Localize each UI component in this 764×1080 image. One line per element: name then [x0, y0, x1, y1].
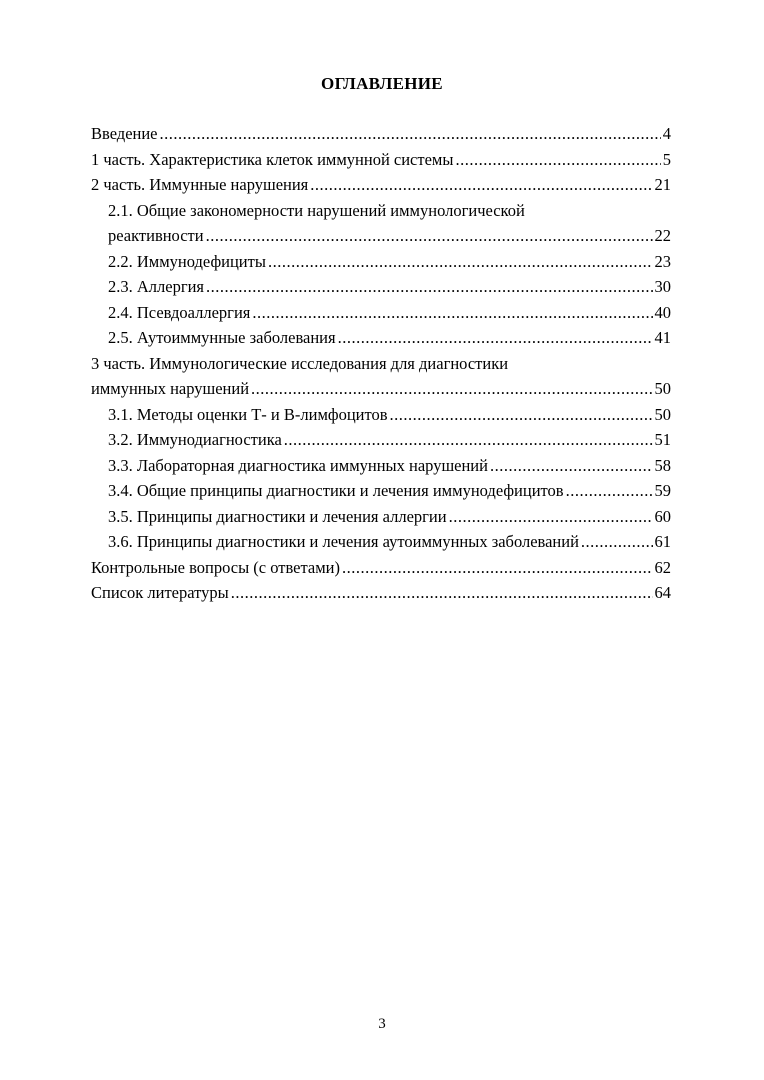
toc-leader-dots — [342, 555, 653, 581]
toc-entry-label: Введение — [91, 124, 158, 143]
toc-entry-page: 40 — [654, 302, 671, 322]
toc-entry-part-2[interactable] — [91, 172, 671, 198]
toc-entry-page: 51 — [654, 430, 671, 449]
toc-leader-dots — [455, 147, 660, 173]
toc-entry-label: 2 часть. Иммунные нарушения — [91, 175, 309, 194]
toc-entry-2-2[interactable] — [91, 249, 671, 275]
toc-entry-2-4[interactable] — [91, 300, 671, 326]
toc-leader-dots — [231, 580, 653, 606]
toc-entry-part-3[interactable] — [91, 351, 671, 402]
toc-leader-dots — [310, 172, 652, 198]
toc-entry-label: 3.4. Общие принципы диагностики и лечения иммунодефицитов — [108, 481, 564, 500]
toc-entry-3-5[interactable] — [91, 504, 671, 530]
toc-entry-label: 3.5. Принципы диагностики и лечения аллергии — [108, 506, 447, 526]
toc-entry-label: 2.3. Аллергия — [108, 277, 205, 296]
toc-leader-dots — [251, 376, 652, 402]
toc-entry-control-questions[interactable] — [91, 555, 671, 581]
toc-entry-page: 30 — [654, 277, 671, 296]
toc-leader-dots — [449, 504, 653, 530]
toc-entry-label-line2: иммунных нарушений — [91, 379, 250, 398]
toc-entry-label: 3.2. Иммунодиагностика — [108, 430, 282, 449]
toc-entry-label: 3.3. Лабораторная диагностика иммунных нарушений — [108, 455, 488, 475]
toc-leader-dots — [284, 427, 653, 453]
toc-leader-dots — [268, 249, 653, 275]
toc-entry-label: Список литературы — [91, 583, 229, 602]
toc-leader-dots — [252, 300, 652, 326]
toc-entry-3-6[interactable] — [91, 529, 671, 555]
toc-leader-dots — [581, 529, 653, 555]
toc-entry-page: 5 — [662, 149, 671, 169]
toc-entry-3-2[interactable] — [91, 427, 671, 453]
toc-leader-dots — [338, 325, 653, 351]
table-of-contents — [91, 121, 671, 606]
toc-entry-label-line1: 2.1. Общие закономерности нарушений иммунологической — [108, 200, 525, 220]
toc-entry-introduction[interactable] — [91, 121, 671, 147]
toc-entry-page: 21 — [654, 175, 671, 194]
page-number: 3 — [378, 1016, 386, 1032]
toc-leader-dots — [206, 223, 653, 249]
toc-entry-2-1[interactable] — [91, 198, 671, 249]
toc-entry-page: 60 — [654, 506, 671, 526]
toc-entry-page: 59 — [654, 481, 671, 500]
toc-entry-page: 23 — [654, 251, 671, 271]
toc-leader-dots — [206, 274, 652, 300]
toc-entry-label: 3.1. Методы оценки Т- и В-лимфоцитов — [108, 404, 388, 424]
toc-entry-page: 50 — [654, 404, 671, 424]
toc-entry-label: 2.4. Псевдоаллергия — [108, 302, 251, 322]
toc-entry-3-4[interactable] — [91, 478, 671, 504]
toc-entry-part-1[interactable] — [91, 147, 671, 173]
toc-entry-2-3[interactable] — [91, 274, 671, 300]
toc-entry-references[interactable] — [91, 580, 671, 606]
toc-entry-label: 2.5. Аутоиммунные заболевания — [108, 328, 336, 347]
toc-entry-label: 2.2. Иммунодефициты — [108, 251, 266, 271]
toc-leader-dots — [390, 402, 653, 428]
toc-entry-page: 22 — [654, 226, 671, 245]
toc-entry-page: 62 — [654, 557, 671, 577]
toc-entry-page: 41 — [654, 328, 671, 347]
toc-entry-label: 3.6. Принципы диагностики и лечения аутоиммунных заболеваний — [108, 532, 579, 551]
toc-entry-label-line2: реактивности — [108, 226, 204, 245]
toc-entry-page: 58 — [654, 455, 671, 475]
toc-entry-label-line1: 3 часть. Иммунологические исследования для диагностики — [91, 353, 509, 373]
toc-leader-dots — [160, 121, 661, 147]
page-title: ОГЛАВЛЕНИЕ — [321, 74, 443, 93]
toc-entry-label: 1 часть. Характеристика клеток иммунной системы — [91, 149, 454, 169]
toc-entry-2-5[interactable] — [91, 325, 671, 351]
toc-leader-dots — [566, 478, 653, 504]
toc-entry-page: 64 — [654, 583, 671, 602]
toc-entry-3-3[interactable] — [91, 453, 671, 479]
toc-leader-dots — [490, 453, 653, 479]
toc-entry-3-1[interactable] — [91, 402, 671, 428]
toc-entry-page: 50 — [654, 379, 671, 398]
toc-entry-page: 61 — [654, 532, 671, 551]
toc-entry-label: Контрольные вопросы (с ответами) — [91, 557, 340, 577]
toc-entry-page: 4 — [662, 124, 671, 143]
